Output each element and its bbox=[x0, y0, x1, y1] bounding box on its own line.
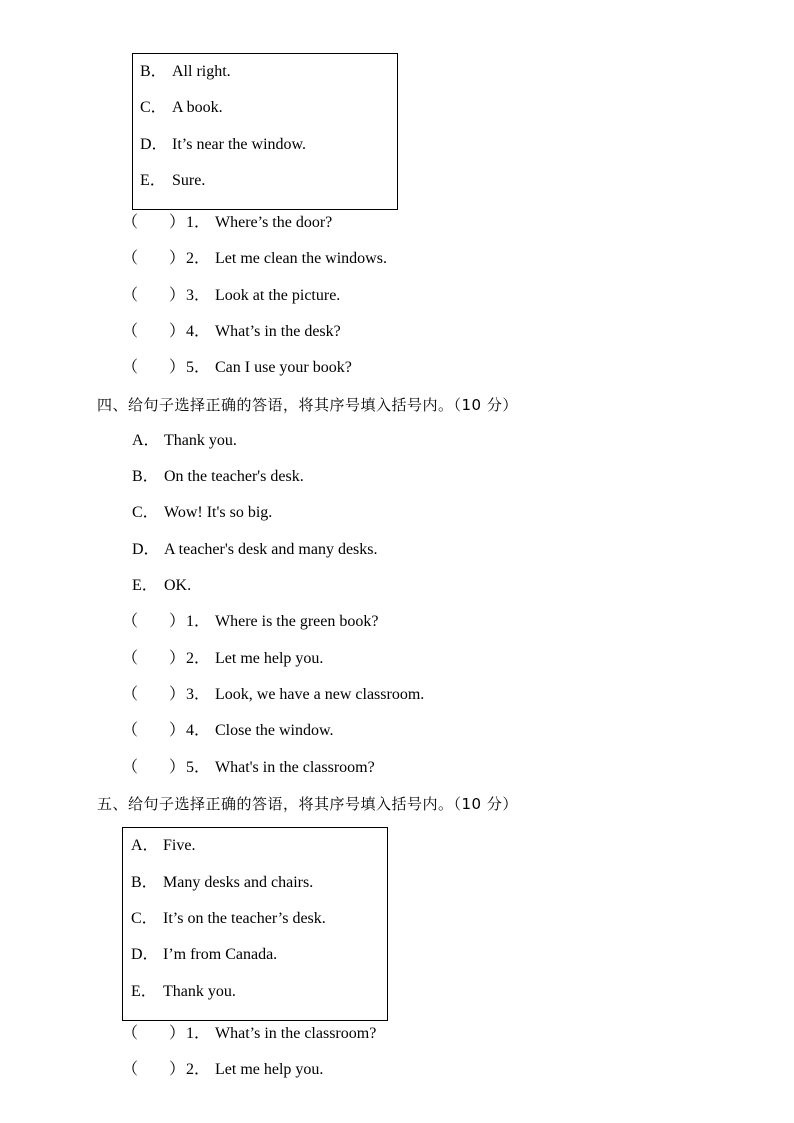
answer-blank-close: ） bbox=[169, 287, 186, 304]
answer-blank-open[interactable]: （ bbox=[122, 1025, 139, 1042]
question-text: What’s in the classroom? bbox=[215, 1025, 377, 1042]
section3-option-b bbox=[140, 62, 231, 82]
answer-blank-close: ） bbox=[169, 323, 186, 340]
section4-option-b bbox=[132, 467, 304, 487]
question-text: What’s in the desk? bbox=[215, 323, 341, 340]
option-text: All right. bbox=[172, 63, 231, 80]
question-number: 3． bbox=[186, 287, 211, 304]
answer-blank-open[interactable]: （ bbox=[122, 722, 139, 739]
section4-question-5 bbox=[122, 758, 622, 778]
option-letter: B． bbox=[140, 63, 167, 80]
question-text: Let me clean the windows. bbox=[215, 250, 387, 267]
answer-blank-open[interactable]: （ bbox=[122, 287, 139, 304]
option-text: Sure. bbox=[172, 172, 206, 189]
answer-blank-close: ） bbox=[169, 250, 186, 267]
section4-option-e bbox=[132, 576, 191, 596]
answer-blank-close: ） bbox=[169, 650, 186, 667]
option-text: On the teacher's desk. bbox=[164, 468, 304, 485]
section4-question-2 bbox=[122, 649, 622, 669]
answer-blank-close: ） bbox=[169, 1025, 186, 1042]
answer-blank-open[interactable]: （ bbox=[122, 613, 139, 630]
question-text: Where’s the door? bbox=[215, 214, 333, 231]
section4-question-4 bbox=[122, 721, 622, 741]
question-text: Where is the green book? bbox=[215, 613, 379, 630]
section4-question-3 bbox=[122, 685, 622, 705]
section4-question-1 bbox=[122, 612, 622, 632]
section4-heading: 四、给句子选择正确的答语，将其序号填入括号内。（10 分） bbox=[97, 396, 518, 414]
answer-blank-open[interactable]: （ bbox=[122, 250, 139, 267]
option-letter: A． bbox=[132, 432, 160, 449]
option-letter: B． bbox=[132, 468, 159, 485]
option-text: I’m from Canada. bbox=[163, 946, 278, 963]
answer-blank-open[interactable]: （ bbox=[122, 686, 139, 703]
option-letter: D． bbox=[140, 136, 168, 153]
question-text: Look at the picture. bbox=[215, 287, 341, 304]
option-letter: C． bbox=[132, 504, 159, 521]
section5-heading: 五、给句子选择正确的答语，将其序号填入括号内。（10 分） bbox=[97, 795, 518, 813]
question-number: 3． bbox=[186, 686, 211, 703]
question-number: 5． bbox=[186, 759, 211, 776]
answer-blank-close: ） bbox=[169, 759, 186, 776]
option-letter: E． bbox=[131, 983, 157, 1000]
section3-option-d bbox=[140, 135, 306, 155]
answer-blank-close: ） bbox=[169, 359, 186, 376]
section5-option-a bbox=[131, 836, 195, 856]
question-number: 5． bbox=[186, 359, 211, 376]
section3-question-3 bbox=[122, 286, 622, 306]
option-text: Thank you. bbox=[164, 432, 237, 449]
answer-blank-open[interactable]: （ bbox=[122, 650, 139, 667]
answer-blank-open[interactable]: （ bbox=[122, 759, 139, 776]
option-text: It’s on the teacher’s desk. bbox=[163, 910, 326, 927]
question-number: 2． bbox=[186, 1061, 211, 1078]
option-letter: C． bbox=[140, 99, 167, 116]
answer-blank-close: ） bbox=[169, 686, 186, 703]
section3-question-5 bbox=[122, 358, 622, 378]
option-text: A book. bbox=[172, 99, 223, 116]
answer-blank-open[interactable]: （ bbox=[122, 214, 139, 231]
answer-blank-open[interactable]: （ bbox=[122, 323, 139, 340]
option-letter: B． bbox=[131, 874, 158, 891]
section5-option-b bbox=[131, 873, 313, 893]
answer-blank-open[interactable]: （ bbox=[122, 359, 139, 376]
section5-option-d bbox=[131, 945, 277, 965]
section5-option-c bbox=[131, 909, 326, 929]
question-text: Close the window. bbox=[215, 722, 334, 739]
question-text: Can I use your book? bbox=[215, 359, 352, 376]
question-number: 1． bbox=[186, 1025, 211, 1042]
answer-blank-close: ） bbox=[169, 214, 186, 231]
section5-option-e bbox=[131, 982, 236, 1002]
section4-option-a bbox=[132, 431, 237, 451]
option-text: OK. bbox=[164, 577, 192, 594]
question-text: Look, we have a new classroom. bbox=[215, 686, 425, 703]
section3-question-2 bbox=[122, 249, 622, 269]
option-letter: A． bbox=[131, 837, 159, 854]
answer-blank-open[interactable]: （ bbox=[122, 1061, 139, 1078]
option-letter: E． bbox=[140, 172, 166, 189]
option-text: It’s near the window. bbox=[172, 136, 307, 153]
answer-blank-close: ） bbox=[169, 722, 186, 739]
option-text: A teacher's desk and many desks. bbox=[164, 541, 378, 558]
question-number: 4． bbox=[186, 722, 211, 739]
question-number: 1． bbox=[186, 214, 211, 231]
section3-option-e bbox=[140, 171, 205, 191]
question-text: What's in the classroom? bbox=[215, 759, 375, 776]
section5-question-2 bbox=[122, 1060, 622, 1080]
section3-question-1 bbox=[122, 213, 622, 233]
answer-blank-close: ） bbox=[169, 1061, 186, 1078]
option-text: Thank you. bbox=[163, 983, 236, 1000]
option-letter: D． bbox=[131, 946, 159, 963]
section3-question-4 bbox=[122, 322, 622, 342]
option-letter: C． bbox=[131, 910, 158, 927]
question-text: Let me help you. bbox=[215, 650, 324, 667]
section4-option-d bbox=[132, 540, 378, 560]
option-letter: E． bbox=[132, 577, 158, 594]
option-text: Wow! It's so big. bbox=[164, 504, 273, 521]
question-number: 2． bbox=[186, 650, 211, 667]
section3-option-c bbox=[140, 98, 223, 118]
section4-option-c bbox=[132, 503, 272, 523]
question-text: Let me help you. bbox=[215, 1061, 324, 1078]
option-text: Five. bbox=[163, 837, 196, 854]
option-letter: D． bbox=[132, 541, 160, 558]
question-number: 4． bbox=[186, 323, 211, 340]
question-number: 1． bbox=[186, 613, 211, 630]
section5-question-1 bbox=[122, 1024, 622, 1044]
answer-blank-close: ） bbox=[169, 613, 186, 630]
option-text: Many desks and chairs. bbox=[163, 874, 314, 891]
question-number: 2． bbox=[186, 250, 211, 267]
